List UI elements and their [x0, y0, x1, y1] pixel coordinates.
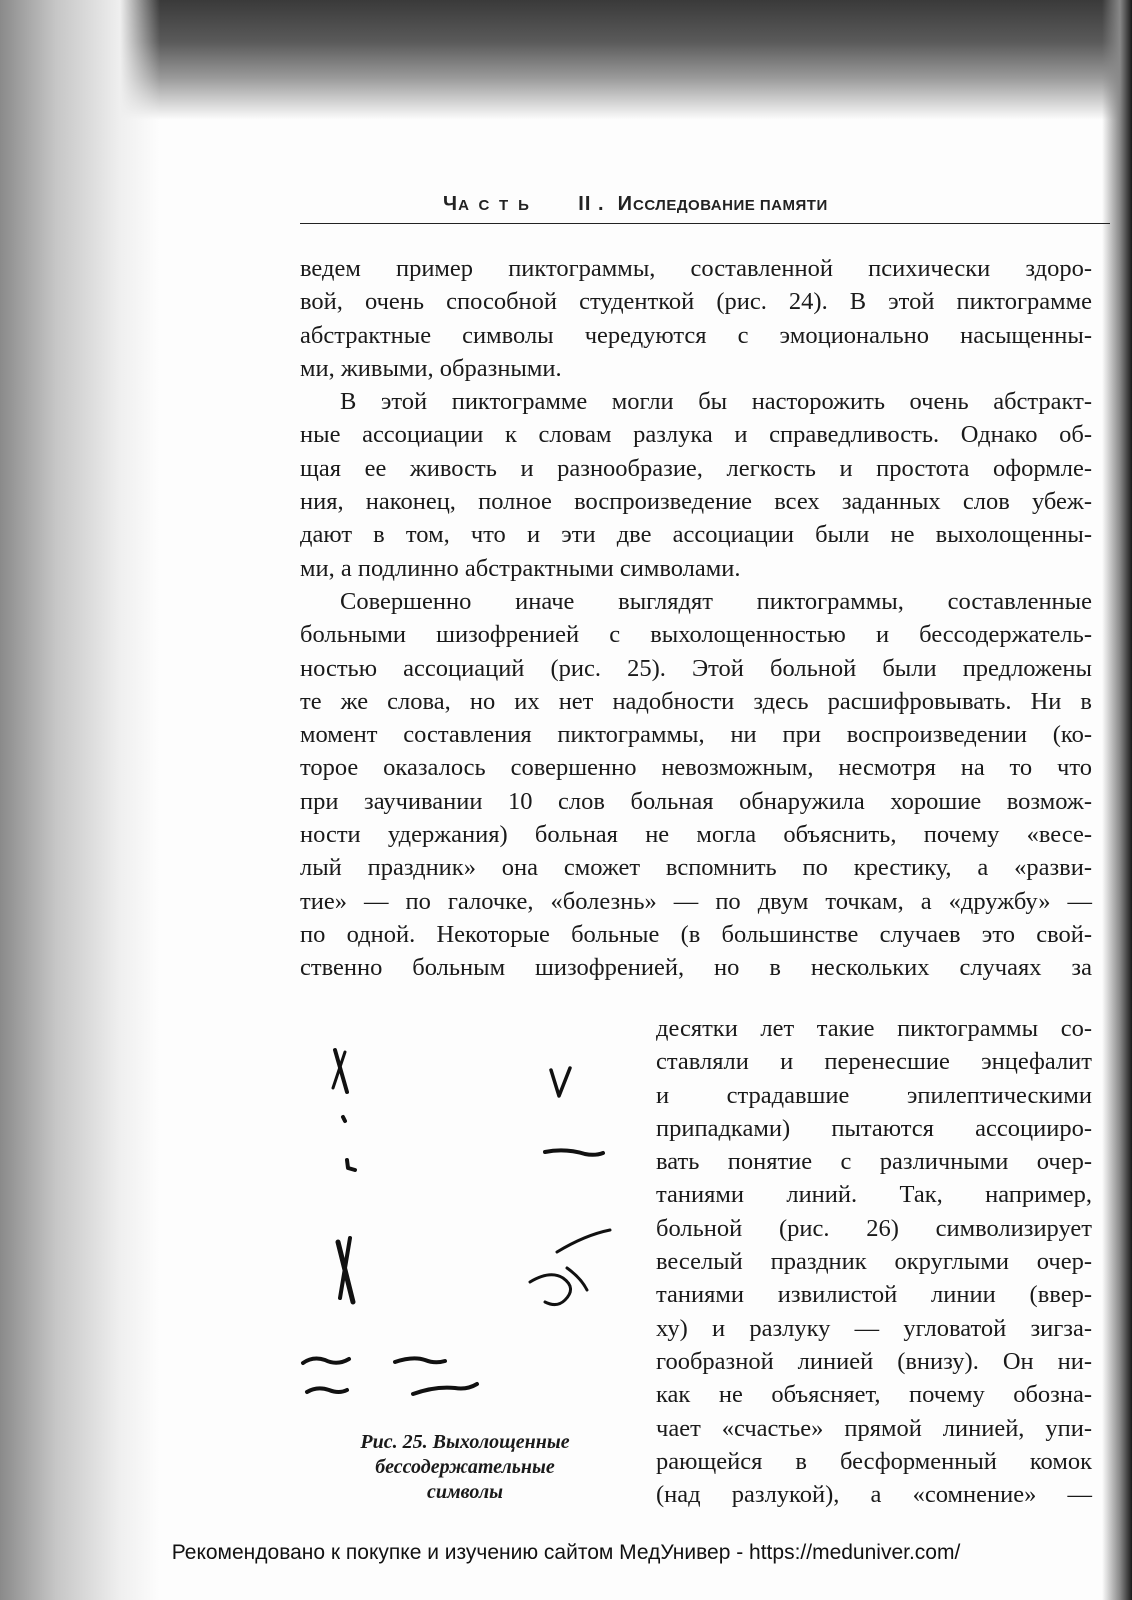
text-line: В этой пиктограмме могли бы насторожить очень абстракт-	[340, 388, 1092, 416]
symbol-tick	[551, 1068, 570, 1096]
column-text-line: веселый праздник округлыми очер-	[656, 1248, 1092, 1276]
figure-25	[295, 1020, 635, 1500]
caption-line: бессодержательные	[375, 1456, 555, 1478]
symbol-dash	[545, 1150, 603, 1154]
figure-caption	[320, 1430, 610, 1505]
column-text-line: и страдавшие эпилептическими	[656, 1081, 1092, 1109]
scan-shadow-top	[0, 0, 1132, 120]
symbol-wave-2	[395, 1358, 445, 1362]
text-line: ведем пример пиктограммы, составленной психически здоро-	[300, 255, 1092, 282]
scan-shadow-left	[0, 0, 160, 1600]
text-line: тие» — по галочке, «болезнь» — по двум точкам, а «дружбу» —	[300, 887, 1092, 915]
column-text-line: чает «счастье» прямой линией, упи-	[656, 1414, 1092, 1442]
text-line: дают в том, что и эти две ассоциации были не выхолощенны-	[300, 521, 1092, 549]
text-line: ностью ассоциаций (рис. 25). Этой больной были предложены	[300, 654, 1092, 682]
column-text-line: таниями извилистой линии (ввер-	[656, 1281, 1092, 1309]
symbol-wave-1	[303, 1359, 349, 1363]
text-line: торое оказалось совершенно невозможным, несмотря на то что	[300, 754, 1092, 782]
text-line: те же слова, но их нет надобности здесь расшифровывать. Ни в	[300, 687, 1092, 715]
text-line: ные ассоциации к словам разлука и справедливость. Однако об-	[300, 421, 1092, 449]
text-line: по одной. Некоторые больные (в большинстве случаев это свой-	[300, 920, 1092, 948]
text-line: ми, живыми, образными.	[300, 354, 562, 382]
symbol-dot-1	[343, 1117, 345, 1121]
symbol-dot-2	[347, 1160, 355, 1170]
scan-shadow-right	[1102, 0, 1132, 1600]
caption-line: символы	[426, 1481, 503, 1503]
column-text-line: как не объясняет, почему обозна-	[656, 1381, 1092, 1409]
column-text-line: (над разлукой), а «сомнение» —	[656, 1481, 1092, 1509]
text-line: щая ее живость и разнообразие, легкость и простота оформле-	[300, 454, 1092, 482]
text-line: момент составления пиктограммы, ни при воспроизведении (ко-	[300, 721, 1092, 749]
running-header	[300, 193, 1110, 224]
symbol-squiggle	[530, 1275, 571, 1305]
text-line: лый праздник» она сможет вспомнить по крестику, а «разви-	[300, 854, 1092, 882]
column-text-line: таниями линий. Так, например,	[656, 1181, 1092, 1209]
side-column-text	[656, 1012, 1092, 1511]
header-part-word: ЧАСТЬ	[443, 193, 539, 215]
column-text-line: десятки лет такие пиктограммы со-	[656, 1015, 1092, 1042]
symbol-cross-small	[335, 1050, 347, 1092]
header-section-title: ИССЛЕДОВАНИЕ ПАМЯТИ	[617, 193, 828, 215]
text-line: вой, очень способной студенткой (рис. 24). В этой пиктограмме	[300, 288, 1092, 316]
caption-line: Рис. 25. Выхолощенные	[360, 1431, 570, 1453]
text-line: больными шизофренией с выхолощенностью и бессодержатель-	[300, 621, 1092, 649]
column-text-line: гообразной линией (внизу). Он ни-	[656, 1347, 1092, 1375]
column-text-line: больной (рис. 26) символизирует	[656, 1214, 1092, 1242]
text-line: Совершенно иначе выглядят пиктограммы, составленные	[340, 587, 1092, 615]
column-text-line: припадками) пытаются ассоцииро-	[656, 1114, 1092, 1142]
column-text-line: вать понятие с различными очер-	[656, 1148, 1092, 1176]
column-text-line: ставляли и перенесшие энцефалит	[656, 1048, 1092, 1076]
watermark-footer: Рекомендовано к покупке и изучению сайтом МедУнивер - https://meduniver.com/	[171, 1541, 961, 1564]
header-text: ЧАСТЬ II . ИССЛЕДОВАНИЕ ПАМЯТИ	[443, 193, 828, 215]
column-text-line: рающейся в бесформенный комок	[656, 1447, 1092, 1475]
text-line: абстрактные символы чередуются с эмоционально насыщенны-	[300, 321, 1092, 349]
symbol-wave-3	[307, 1388, 347, 1392]
text-line: ми, а подлинно абстрактными символами.	[300, 554, 741, 582]
header-part-number: II	[578, 193, 592, 215]
main-text	[300, 252, 1092, 985]
text-line: ственно больным шизофренией, но в нескольких случаях за	[300, 954, 1092, 982]
figure-25-drawing	[295, 1020, 635, 1440]
column-text-line: ху) и разлуку — угловатой зигза-	[656, 1314, 1092, 1342]
symbol-wave-4	[413, 1384, 477, 1394]
text-line: ния, наконец, полное воспроизведение всех заданных слов убеж-	[300, 488, 1092, 516]
text-line: при заучивании 10 слов больная обнаружила хорошие возмож-	[300, 787, 1092, 815]
text-line: ности удержания) больная не могла объяснить, почему «весе-	[300, 821, 1092, 849]
